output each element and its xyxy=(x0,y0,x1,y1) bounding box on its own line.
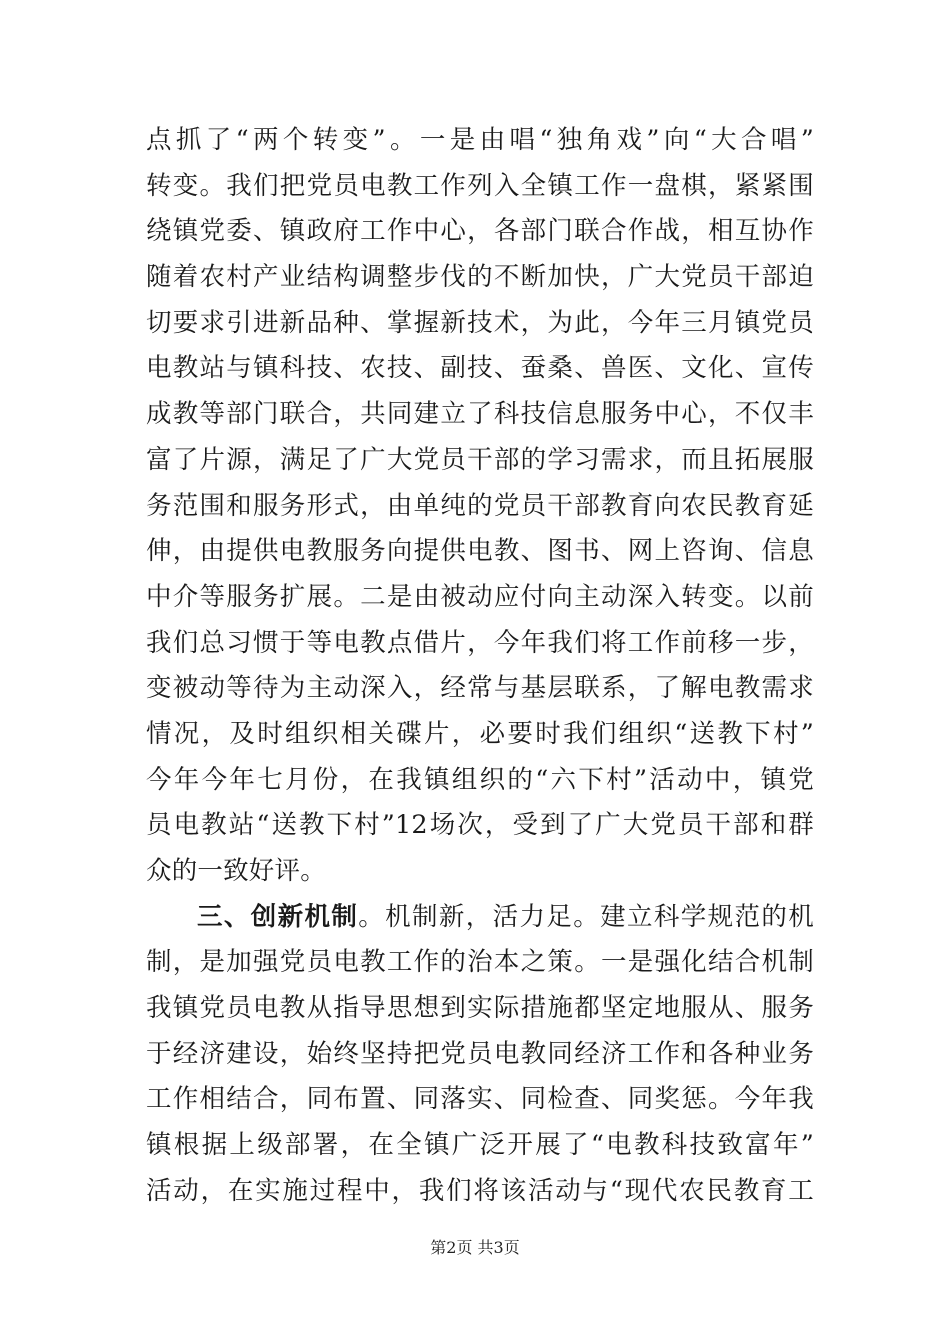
section-first-line xyxy=(146,895,814,941)
text-line: 绕镇党委、镇政府工作中心，各部门联合作战，相互协作 xyxy=(146,216,814,247)
text-line: 转变。我们把党员电教工作列入全镇工作一盘棋，紧紧围 xyxy=(146,170,814,201)
text-line: 员电教站“送教下村”12场次，受到了广大党员干部和群 xyxy=(146,810,814,841)
text-line: 我镇党员电教从指导思想到实际措施都坚定地服从、服务 xyxy=(146,993,814,1024)
text-line: 点抓了“两个转变”。一是由唱“独角戏”向“大合唱” xyxy=(146,125,814,155)
text-line: 随着农村产业结构调整步伐的不断加快，广大党员干部迫 xyxy=(146,262,814,293)
paragraph-1 xyxy=(146,118,814,895)
text-line: 我们总习惯于等电教点借片，今年我们将工作前移一步， xyxy=(146,627,814,658)
text-line: 电教站与镇科技、农技、副技、蚕桑、兽医、文化、宣传 xyxy=(146,353,814,384)
page-number-footer: 第2页 共3页 xyxy=(430,1238,520,1257)
text-line: 众的一致好评。 xyxy=(146,856,326,886)
text-line: 情况，及时组织相关碟片，必要时我们组织“送教下村” xyxy=(146,718,814,749)
text-line: 切要求引进新品种、掌握新技术，为此，今年三月镇党员 xyxy=(146,307,814,338)
section-first-line-text: 。机制新，活力足。建立科学规范的机 xyxy=(358,901,814,932)
text-line: 务范围和服务形式，由单纯的党员干部教育向农民教育延 xyxy=(146,490,814,521)
text-line: 伸，由提供电教服务向提供电教、图书、网上咨询、信息 xyxy=(146,536,814,567)
text-line: 镇根据上级部署，在全镇广泛开展了“电教科技致富年” xyxy=(146,1130,814,1161)
text-line: 今年今年七月份，在我镇组织的“六下村”活动中，镇党 xyxy=(146,764,814,795)
text-line: 工作相结合，同布置、同落实、同检查、同奖惩。今年我 xyxy=(146,1084,814,1115)
text-line: 制，是加强党员电教工作的治本之策。一是强化结合机制 xyxy=(146,947,814,978)
paragraph-2 xyxy=(146,895,814,1215)
text-line: 成教等部门联合，共同建立了科技信息服务中心，不仅丰 xyxy=(146,399,814,430)
text-line: 于经济建设，始终坚持把党员电教同经济工作和各种业务 xyxy=(146,1038,814,1069)
body-text xyxy=(146,118,814,1215)
text-line: 活动，在实施过程中，我们将该活动与“现代农民教育工 xyxy=(146,1175,814,1206)
text-line: 变被动等待为主动深入，经常与基层联系，了解电教需求 xyxy=(146,673,814,704)
text-line: 富了片源，满足了广大党员干部的学习需求，而且拓展服 xyxy=(146,444,814,475)
text-line: 中介等服务扩展。二是由被动应付向主动深入转变。以前 xyxy=(146,581,814,612)
section-heading: 三、创新机制 xyxy=(197,901,359,932)
